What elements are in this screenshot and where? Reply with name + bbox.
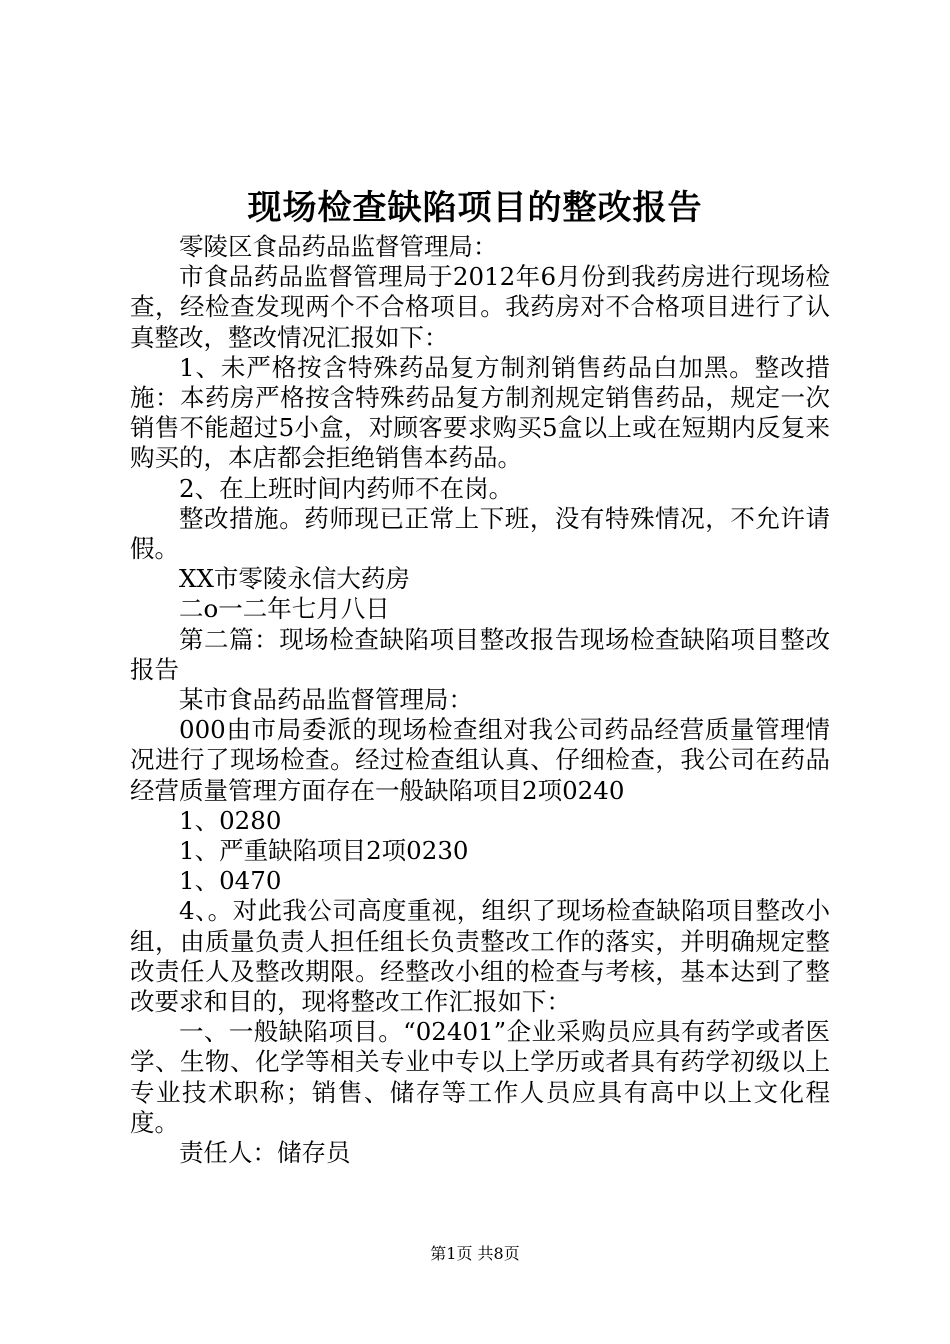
paragraph-addressee: 零陵区食品药品监督管理局： — [179, 232, 498, 261]
paragraph: 1、严重缺陷项目2项0230 — [179, 836, 469, 866]
document-title: 现场检查缺陷项目的整改报告 — [247, 188, 703, 228]
paragraph-addressee: 某市食品药品监督管理局： — [179, 685, 473, 715]
paragraph: 一、一般缺陷项目。“02401”企业采购员应具有药学或者医学、生物、化学等相关专业中专以上学历或者具有药学初级以上专业技术职称；销售、储存等工作人员应具有高中以上文化程度。 — [130, 1017, 830, 1137]
paragraph: 1、0470 — [179, 866, 282, 896]
page-footer: 第1页 共8页 — [430, 1244, 520, 1263]
paragraph: 整改措施。药师现已正常上下班，没有特殊情况，不允许请假。 — [130, 503, 830, 564]
paragraph: 市食品药品监督管理局于2012年6月份到我药房进行现场检查，经检查发现两个不合格项目。我药房对不合格项目进行了认真整改，整改情况汇报如下： — [130, 262, 830, 352]
paragraph-date: 二o一二年七月八日 — [179, 594, 390, 624]
paragraph: 000由市局委派的现场检查组对我公司药品经营质量管理情况进行了现场检查。经过检查组认真、仔细检查，我公司在药品经营质量管理方面存在一般缺陷项目2项0240 — [130, 715, 830, 805]
paragraph: 1、未严格按含特殊药品复方制剂销售药品白加黑。整改措施：本药房严格按含特殊药品复方制剂规定销售药品，规定一次销售不能超过5小盒，对顾客要求购买5盒以上或在短期内反复来购买的，本店都会拒绝销售本药品。 — [130, 352, 830, 473]
paragraph: 责任人：储存员 — [179, 1138, 351, 1168]
paragraph: 1、0280 — [179, 805, 282, 835]
paragraph-signature: XX市零陵永信大药房 — [179, 564, 410, 594]
paragraph: 4、。对此我公司高度重视，组织了现场检查缺陷项目整改小组，由质量负责人担任组长负责整改工作的落实，并明确规定整改责任人及整改期限。经整改小组的检查与考核，基本达到了整改要求和目的，现将整改工作汇报如下： — [130, 896, 830, 1017]
document-body — [130, 232, 830, 1168]
paragraph: 2、在上班时间内药师不在岗。 — [179, 473, 514, 503]
paragraph-section-heading: 第二篇：现场检查缺陷项目整改报告现场检查缺陷项目整改报告 — [130, 624, 830, 684]
